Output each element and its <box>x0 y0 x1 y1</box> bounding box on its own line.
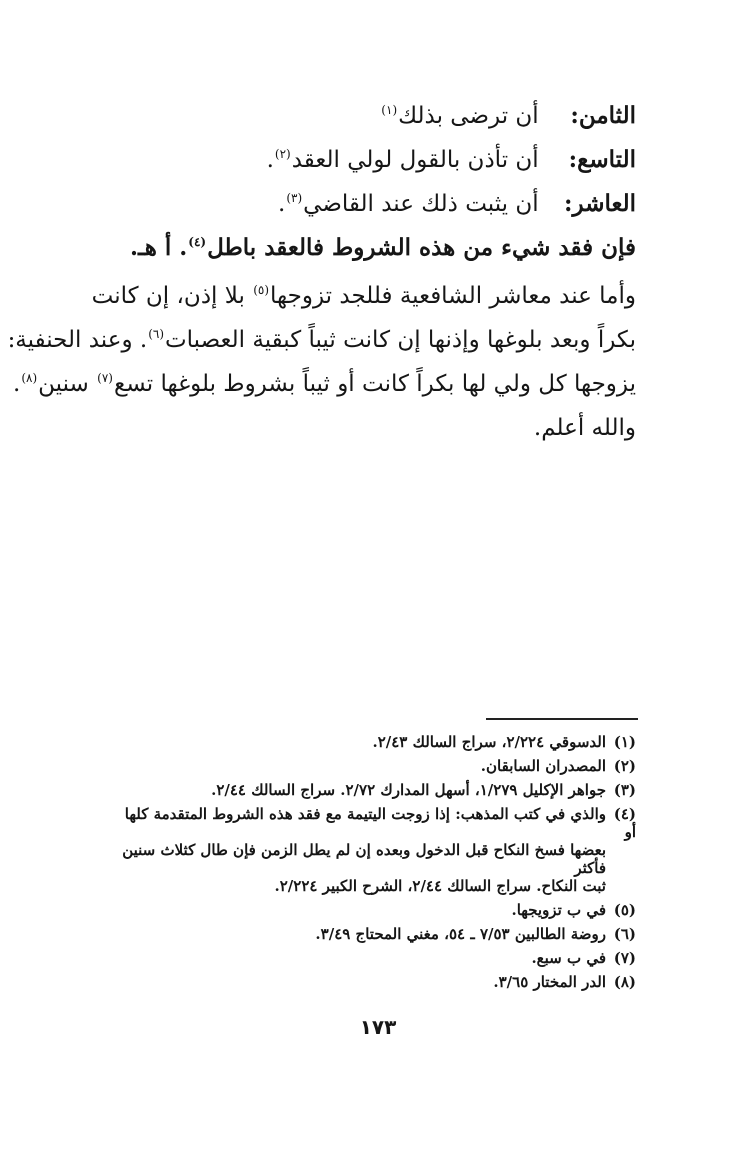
footnote-ref: (٨) <box>21 371 38 386</box>
footnote-ref: (٢) <box>274 147 291 162</box>
condition-label: العاشر: <box>564 190 636 217</box>
footnote-text: والذي في كتب المذهب: إذا زوجت اليتيمة مع فقد هذه الشروط المتقدمة كلها أو <box>124 805 636 841</box>
paragraph-tail: بلا إذن، إن كانت <box>91 283 253 309</box>
conclusion-line <box>129 232 636 276</box>
paragraph-tail: . وعند الحنفية: <box>7 327 148 353</box>
condition-text: أن تأذن بالقول لولي العقد <box>291 147 539 173</box>
footnote-text: الدر المختار ٣/٦٥. <box>493 973 606 991</box>
footnote-number: (٨) <box>613 973 636 991</box>
footnote-text: المصدران السابقان. <box>480 757 606 775</box>
condition-line-8 <box>136 100 636 144</box>
paragraph-text: يزوجها كل ولي لها بكراً كانت أو ثيباً بشروط بلوغها تسع <box>113 371 636 397</box>
footnote-number: (١) <box>613 733 636 751</box>
paragraph-line-3 <box>13 368 636 412</box>
condition-line-10 <box>136 188 636 232</box>
footnote-5 <box>116 901 636 925</box>
condition-label: الثامن: <box>570 102 636 129</box>
paragraph-tail: سنين <box>38 371 97 397</box>
paragraph-line-1 <box>91 280 636 324</box>
condition-text: أن يثبت ذلك عند القاضي <box>303 191 539 217</box>
footnotes <box>116 733 636 997</box>
line-tail: . <box>278 191 286 217</box>
footnote-number: (٤) <box>613 805 636 823</box>
condition-label: التاسع: <box>568 146 636 173</box>
footnote-text: في ب تزويجها. <box>511 901 606 919</box>
footnote-number: (٧) <box>613 949 636 967</box>
footnote-text: روضة الطالبين ٧/٥٣ ـ ٥٤، مغني المحتاج ٣/٤٩. <box>315 925 606 943</box>
footnote-continuation: ثبت النكاح. سراج السالك ٢/٤٤، الشرح الكبير ٢/٢٢٤. <box>274 877 606 895</box>
footnote-1 <box>116 733 636 757</box>
footnote-ref: (٤) <box>188 235 207 250</box>
paragraph-line-2 <box>7 324 636 368</box>
main-text <box>7 100 636 456</box>
conclusion-text: فإن فقد شيء من هذه الشروط فالعقد باطل <box>207 234 636 261</box>
footnote-continuation: بعضها فسخ النكاح قبل الدخول وبعده إن لم يطل الزمن فإن طال كثلاث سنين فأكثر <box>122 841 606 877</box>
paragraph-line-4 <box>136 412 636 456</box>
footnote-text: في ب سبع. <box>531 949 606 967</box>
line-tail: . أ هـ. <box>129 234 188 261</box>
footnote-4 <box>116 805 636 901</box>
paragraph-text: بكراً وبعد بلوغها وإذنها إن كانت ثيباً كبقية العصبات <box>165 327 636 353</box>
footnote-8 <box>116 973 636 997</box>
paragraph-text: وأما عند معاشر الشافعية فللجد تزوجها <box>270 283 636 309</box>
footnote-divider <box>486 718 638 720</box>
footnote-ref: (٧) <box>97 371 113 386</box>
footnote-7 <box>116 949 636 973</box>
footnote-6 <box>116 925 636 949</box>
footnote-number: (٣) <box>613 781 636 799</box>
footnote-2 <box>116 757 636 781</box>
footnote-number: (٥) <box>613 901 636 919</box>
line-tail: . <box>266 147 274 173</box>
footnote-ref: (١) <box>381 103 398 118</box>
footnote-number: (٢) <box>613 757 636 775</box>
footnote-ref: (٣) <box>286 191 303 206</box>
condition-line-9 <box>136 144 636 188</box>
footnote-text: الدسوقي ٢/٢٢٤، سراج السالك ٢/٤٣. <box>372 733 606 751</box>
page-number: ١٧٣ <box>359 1015 397 1039</box>
paragraph-text: والله أعلم. <box>533 415 636 441</box>
footnote-ref: (٦) <box>148 327 165 342</box>
paragraph-tail: . <box>13 371 21 397</box>
footnote-ref: (٥) <box>253 283 270 298</box>
footnote-3 <box>116 781 636 805</box>
footnote-text: جواهر الإكليل ١/٢٧٩، أسهل المدارك ٢/٧٢. سراج السالك ٢/٤٤. <box>211 781 606 799</box>
footnote-number: (٦) <box>613 925 636 943</box>
condition-text: أن ترضى بذلك <box>398 103 539 129</box>
